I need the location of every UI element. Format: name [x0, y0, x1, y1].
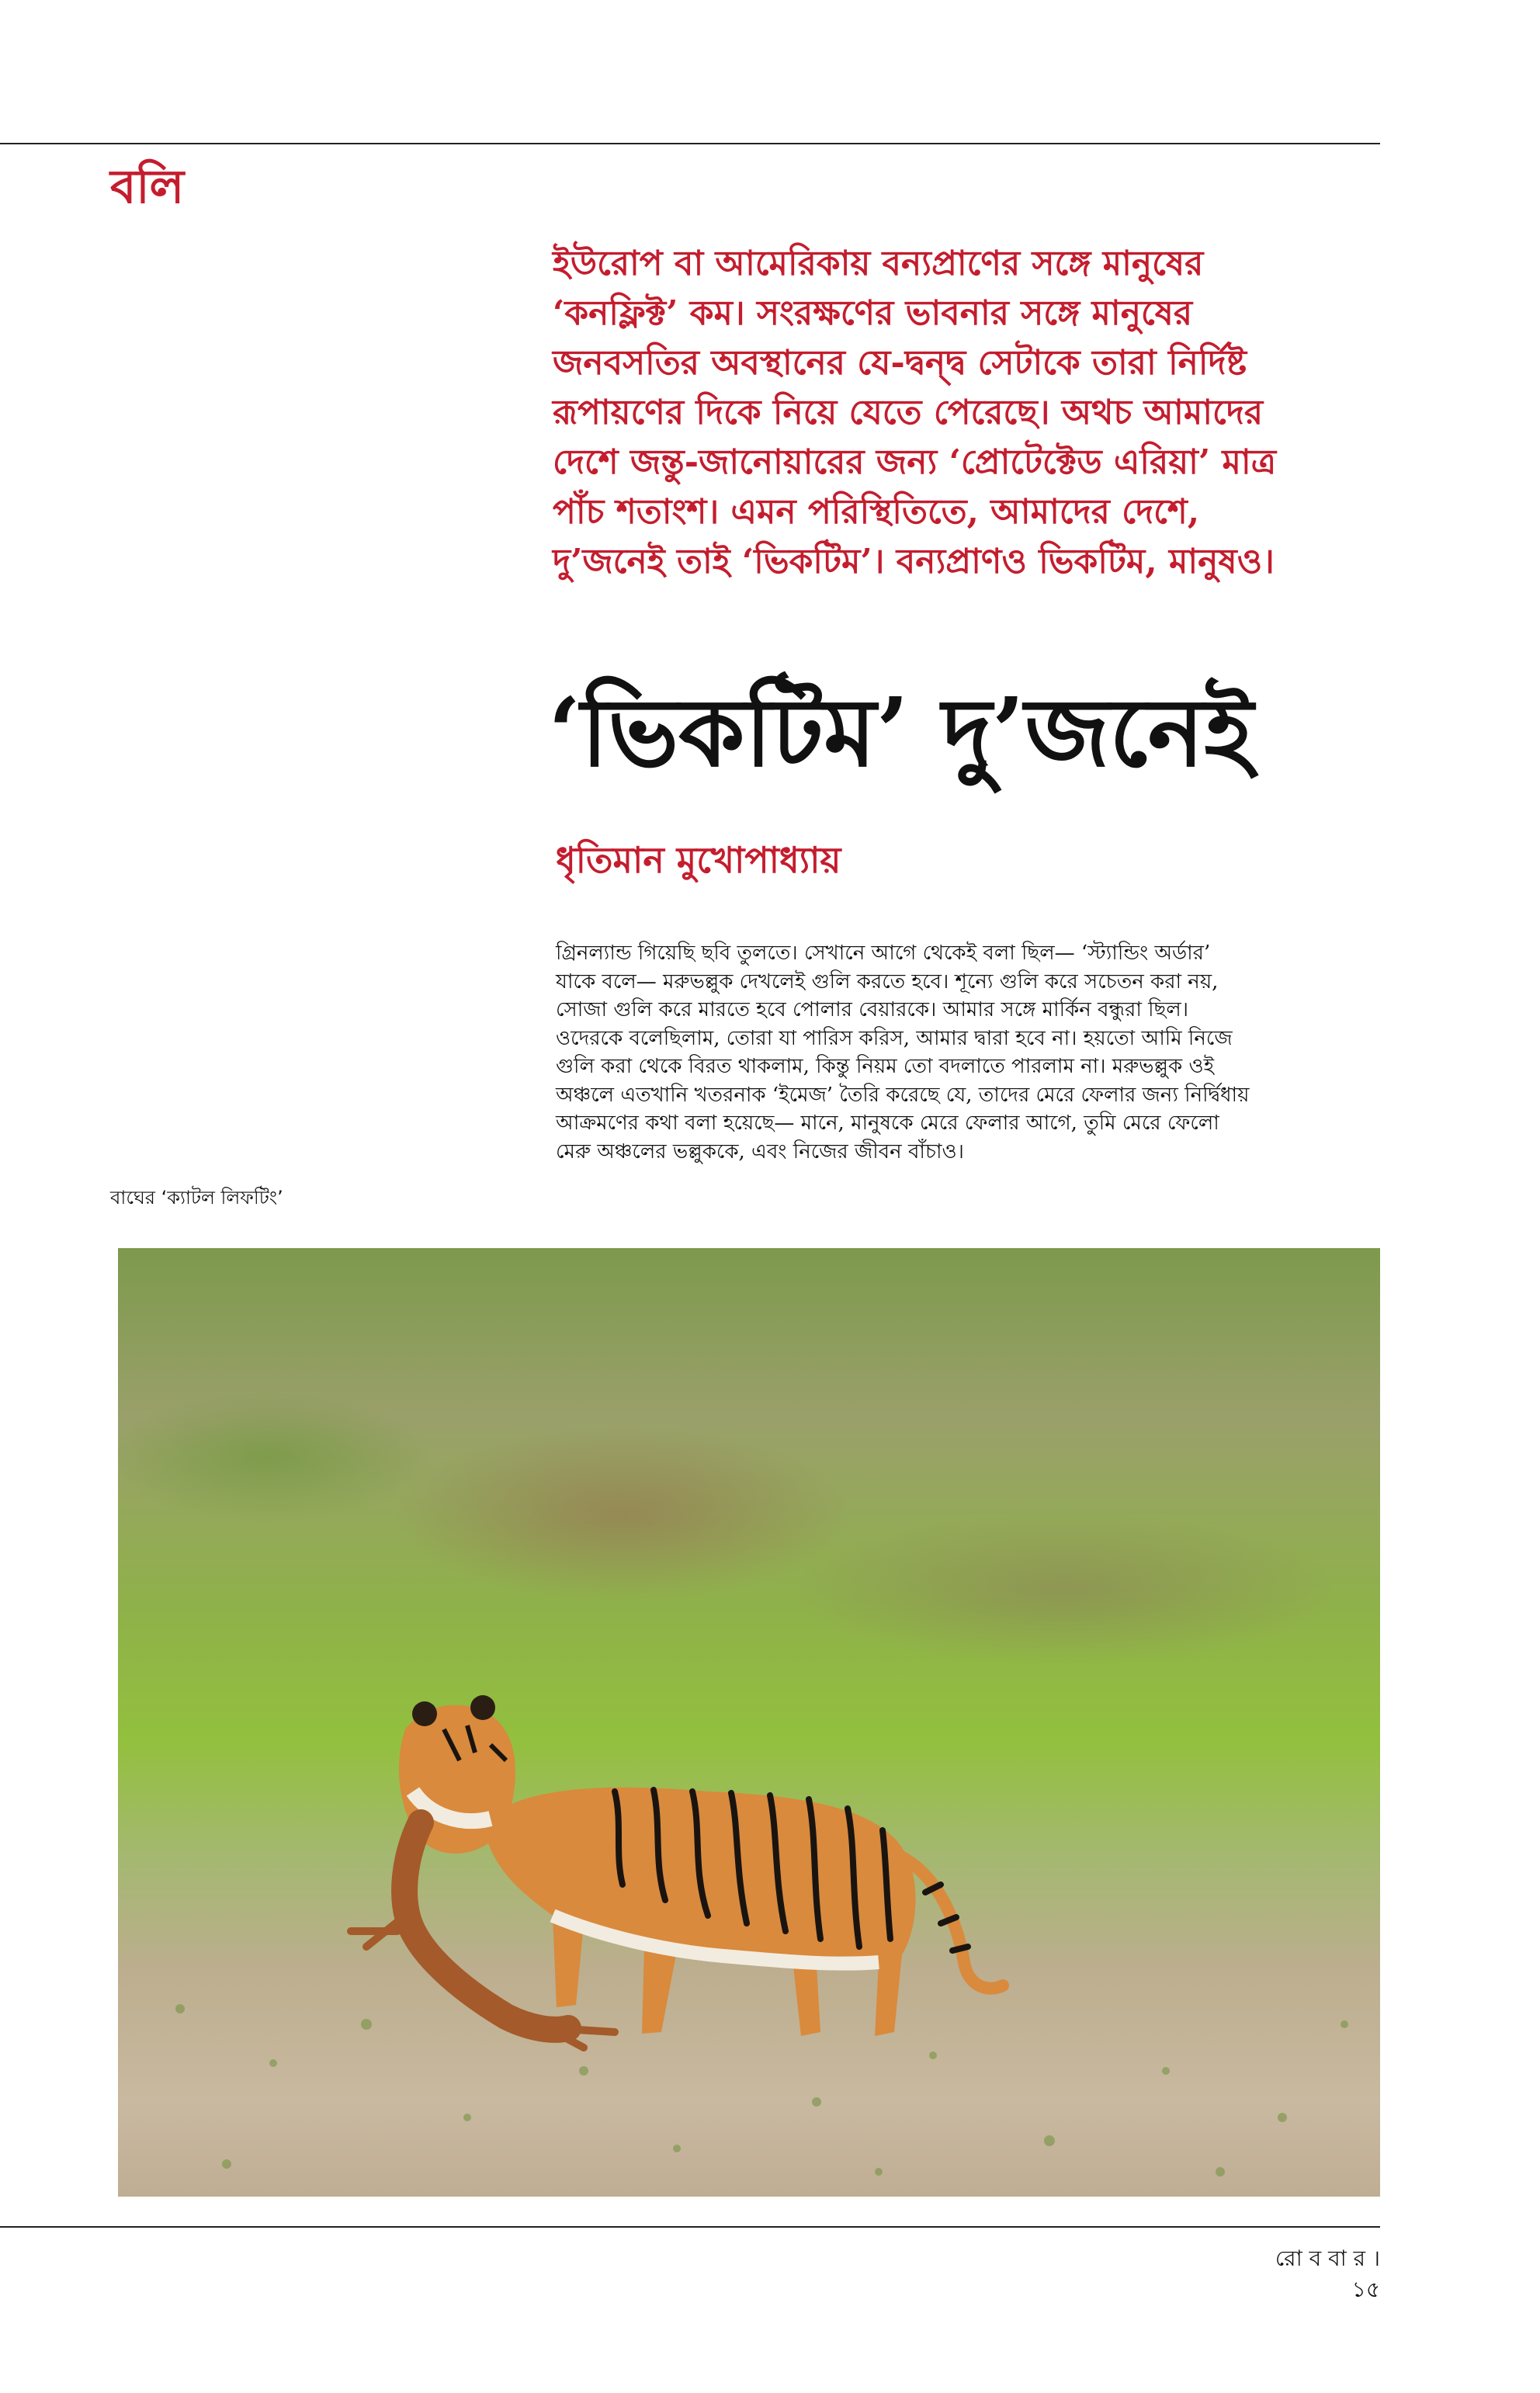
- page-footer: রো ব বা র । ১৫: [1275, 2246, 1380, 2302]
- tiger: [351, 1695, 1003, 2048]
- top-rule: [0, 143, 1380, 144]
- section-label: বলি: [110, 160, 185, 214]
- article-body: গ্রিনল্যান্ড গিয়েছি ছবি তুলতে। সেখানে আগে থেকেই বলা ছিল— ‘স্ট্যান্ডিং অর্ডার’ যাকে বলে— মরুভল্লুক দেখলেই গুলি করতে হবে। শূন্যে গুলি করে সচেতন করা নয়, সোজা গুলি করে মারতে হবে পোলার বেয়ারকে। আমার সঙ্গে মার্কিন বন্ধুরা ছিল। ওদেরকে বলেছিলাম, তোরা যা পারিস করিস, আমার দ্বারা হবে না। হয়তো আমি নিজে গুলি করা থেকে বিরত থাকলাম, কিন্তু নিয়ম তো বদলাতে পারলাম না। মরুভল্লুক ওই অঞ্চলে এতখানি খতরনাক ‘ইমেজ’ তৈরি করেছে যে, তাদের মেরে ফেলার জন্য নির্দ্বিধায় আক্রমণের কথা বলা হয়েছে— মানে, মানুষকে মেরে ফেলার আগে, তুমি মেরে ফেলো মেরু অঞ্চলের ভল্লুককে, এবং নিজের জীবন বাঁচাও।: [556, 942, 1250, 1164]
- tiger-illustration: [118, 1248, 1380, 2197]
- bottom-rule: [0, 2226, 1380, 2228]
- standfirst: ইউরোপ বা আমেরিকায় বন্যপ্রাণের সঙ্গে মানুষের ‘কনফ্লিক্ট’ কম। সংরক্ষণের ভাবনার সঙ্গে মানুষের জনবসতির অবস্থানের যে-দ্বন্দ্ব সেটাকে তারা নির্দিষ্ট রূপায়ণের দিকে নিয়ে যেতে পেরেছে। অথচ আমাদের দেশে জন্তু-জানোয়ারের জন্য ‘প্রোটেক্টেড এরিয়া’ মাত্র পাঁচ শতাংশ। এমন পরিস্থিতিতে, আমাদের দেশে, দু’জনেই তাই ‘ভিকটিম’। বন্যপ্রাণও ভিকটিম, মানুষও।: [553, 244, 1277, 581]
- tiger-photo: [118, 1248, 1380, 2197]
- ground-texture: [175, 2004, 1348, 2176]
- photo-caption: বাঘের ‘ক্যাটল লিফটিং’: [110, 1187, 283, 1209]
- byline: ধৃতিমান মুখোপাধ্যায়: [556, 839, 841, 881]
- article-title: ‘ভিকটিম’ দু’জনেই: [548, 676, 1254, 788]
